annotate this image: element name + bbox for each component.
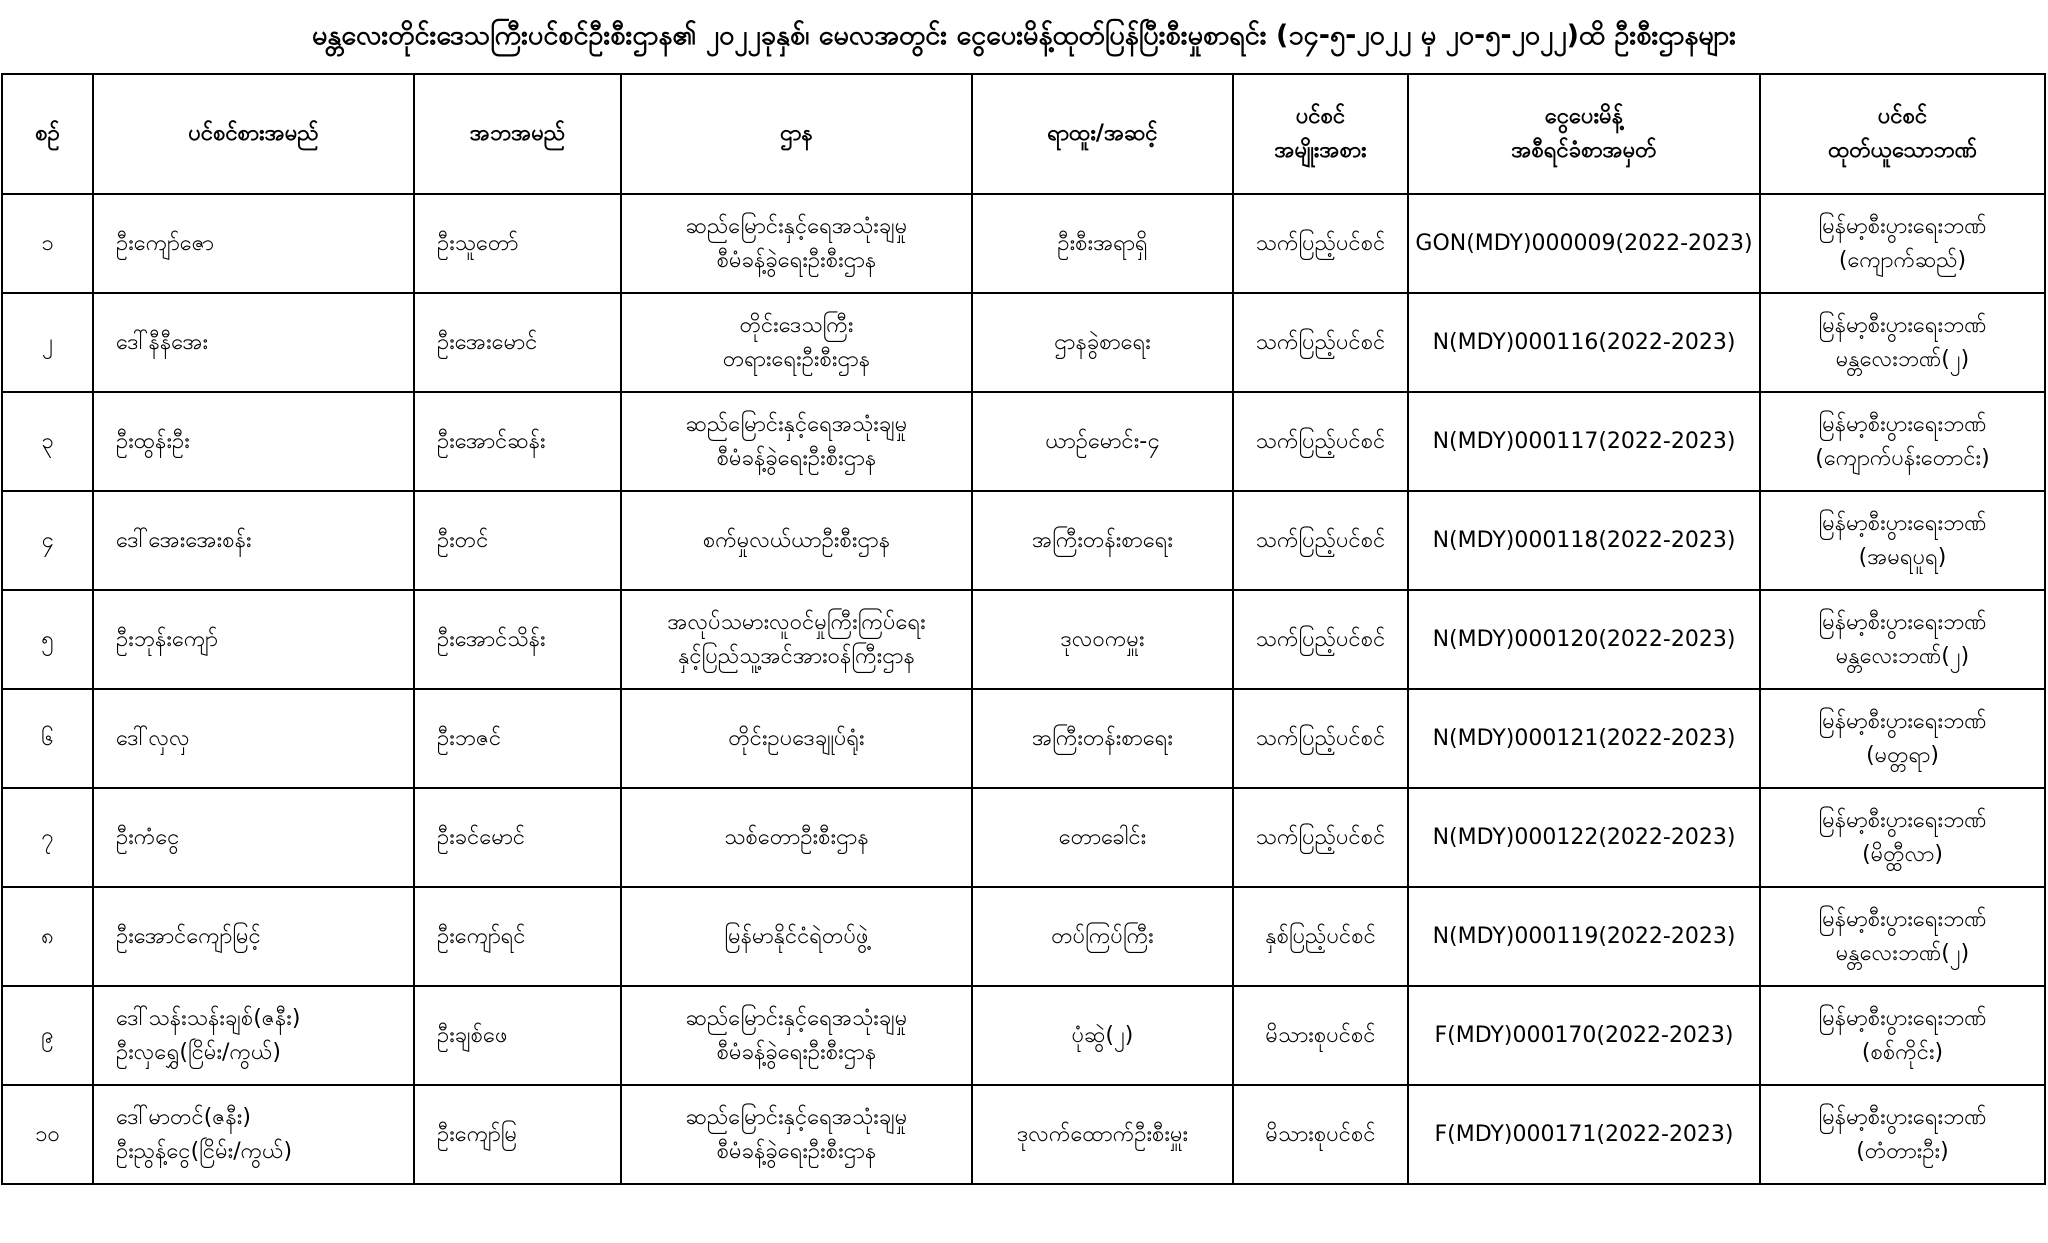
- header-bank: [1760, 74, 2045, 194]
- bank-line2: (စစ်ကိုင်း): [1861, 1039, 1944, 1065]
- pension-table: [1, 73, 2046, 1185]
- cell-payment-order: N(MDY)000120(2022-2023): [1408, 590, 1760, 689]
- cell-pension-type: သက်ပြည့်ပင်စင်: [1233, 689, 1408, 788]
- department-line2: စီမံခန့်ခွဲရေးဦးစီးဌာန: [716, 1039, 877, 1065]
- cell-payment-order: N(MDY)000119(2022-2023): [1408, 887, 1760, 986]
- cell-pension-type: သက်ပြည့်ပင်စင်: [1233, 194, 1408, 293]
- bank-line1: မြန်မာ့စီးပွားရေးဘဏ်: [1818, 1005, 1987, 1031]
- department-line2: တရားရေးဦးစီးဌာန: [722, 346, 871, 372]
- header-pensioner-name: ပင်စင်စားအမည်: [93, 74, 414, 194]
- pensioner-name-line1: ဦးကံငွေ: [116, 824, 180, 850]
- header-father-name: အဘအမည်: [414, 74, 621, 194]
- bank-line1: မြန်မာ့စီးပွားရေးဘဏ်: [1818, 411, 1987, 437]
- pensioner-name-line2: ဦးညွန့်ငွေ(ငြိမ်း/ကွယ်): [116, 1138, 293, 1164]
- cell-payment-order: F(MDY)000170(2022-2023): [1408, 986, 1760, 1085]
- cell-father-name: ဦးဘဇင်: [414, 689, 621, 788]
- bank-line1: မြန်မာ့စီးပွားရေးဘဏ်: [1818, 807, 1987, 833]
- bank-line2: မန္တလေးဘဏ်(၂): [1835, 643, 1970, 669]
- pensioner-name-line1: ဒေါ်မာတင်(ဇနီး): [116, 1104, 251, 1130]
- bank-line2: (မတ္တရာ): [1866, 742, 1939, 768]
- pensioner-name-line1: ဒေါ်နီနီအေး: [116, 329, 209, 355]
- cell-pension-type: သက်ပြည့်ပင်စင်: [1233, 392, 1408, 491]
- cell-rank: အကြီးတန်းစာရေး: [972, 491, 1233, 590]
- header-payment-order-line2: အစီရင်ခံစာအမှတ်: [1511, 138, 1657, 163]
- header-pension-type-line1: ပင်စင်: [1295, 104, 1346, 129]
- cell-payment-order: F(MDY)000171(2022-2023): [1408, 1085, 1760, 1184]
- bank-line1: မြန်မာ့စီးပွားရေးဘဏ်: [1818, 213, 1987, 239]
- cell-department: [621, 1085, 972, 1184]
- cell-pensioner-name: [93, 689, 414, 788]
- bank-line2: (မိတ္ထီလာ): [1862, 841, 1943, 867]
- department-line2: နှင့်ပြည်သူ့အင်အားဝန်ကြီးဌာန: [678, 643, 915, 669]
- cell-bank: [1760, 1085, 2045, 1184]
- cell-rank: ဌာနခွဲစာရေး: [972, 293, 1233, 392]
- header-bank-line1: ပင်စင်: [1877, 104, 1928, 129]
- cell-father-name: ဦးချစ်ဖေ: [414, 986, 621, 1085]
- cell-pension-type: နှစ်ပြည့်ပင်စင်: [1233, 887, 1408, 986]
- pensioner-name-line1: ဒေါ်သန်းသန်းချစ်(ဇနီး): [116, 1005, 301, 1031]
- bank-line1: မြန်မာ့စီးပွားရေးဘဏ်: [1818, 312, 1987, 338]
- cell-rank: ဒုလက်ထောက်ဦးစီးမှူး: [972, 1085, 1233, 1184]
- cell-department: [621, 887, 972, 986]
- table-row: [2, 788, 2045, 887]
- cell-department: [621, 689, 972, 788]
- bank-line1: မြန်မာ့စီးပွားရေးဘဏ်: [1818, 609, 1987, 635]
- cell-father-name: ဦးအောင်ဆန်း: [414, 392, 621, 491]
- cell-department: [621, 788, 972, 887]
- bank-line2: (ကျောက်ပန်းတောင်း): [1815, 445, 1990, 471]
- cell-rank: အကြီးတန်းစာရေး: [972, 689, 1233, 788]
- cell-pension-type: မိသားစုပင်စင်: [1233, 986, 1408, 1085]
- cell-no: ၅: [2, 590, 93, 689]
- cell-rank: ဦးစီးအရာရှိ: [972, 194, 1233, 293]
- department-line2: စီမံခန့်ခွဲရေးဦးစီးဌာန: [716, 1138, 877, 1164]
- cell-pensioner-name: [93, 986, 414, 1085]
- cell-no: ၂: [2, 293, 93, 392]
- table-row: [2, 986, 2045, 1085]
- bank-line2: (တံတားဦး): [1856, 1138, 1949, 1164]
- cell-father-name: ဦးအေးမောင်: [414, 293, 621, 392]
- cell-pension-type: သက်ပြည့်ပင်စင်: [1233, 491, 1408, 590]
- page-title: မန္တလေးတိုင်းဒေသကြီးပင်စင်ဦးစီးဌာန၏ ၂၀၂၂ခုနှစ်၊ မေလအတွင်း ငွေပေးမိန့်ထုတ်ပြန်ပြီးစီးမှုစာရင်း (၁၄-၅-၂၀၂၂ မှ ၂၀-၅-၂၀၂၂)ထိ ဦးစီးဌာနများ: [312, 20, 1736, 51]
- cell-bank: [1760, 392, 2045, 491]
- pensioner-name-line2: ဦးလှရွှေ(ငြိမ်း/ကွယ်): [116, 1039, 281, 1065]
- department-line1: စက်မှုလယ်ယာဦးစီးဌာန: [702, 527, 891, 553]
- cell-pension-type: သက်ပြည့်ပင်စင်: [1233, 293, 1408, 392]
- department-line1: ဆည်မြောင်းနှင့်ရေအသုံးချမှု: [685, 213, 908, 239]
- cell-rank: ဒုလဝကမှူး: [972, 590, 1233, 689]
- cell-rank: ပုံဆွဲ(၂): [972, 986, 1233, 1085]
- cell-department: [621, 986, 972, 1085]
- cell-department: [621, 491, 972, 590]
- cell-bank: [1760, 986, 2045, 1085]
- department-line1: ဆည်မြောင်းနှင့်ရေအသုံးချမှု: [685, 1005, 908, 1031]
- cell-pensioner-name: [93, 887, 414, 986]
- bank-line1: မြန်မာ့စီးပွားရေးဘဏ်: [1818, 906, 1987, 932]
- cell-bank: [1760, 491, 2045, 590]
- cell-pensioner-name: [93, 788, 414, 887]
- header-pension-type-line2: အမျိုးအစား: [1274, 138, 1367, 163]
- cell-department: [621, 293, 972, 392]
- department-line1: တိုင်းဒေသကြီး: [739, 312, 854, 338]
- cell-father-name: ဦးတင်: [414, 491, 621, 590]
- department-line1: တိုင်းဥပဒေချုပ်ရုံး: [728, 725, 865, 751]
- cell-pensioner-name: [93, 1085, 414, 1184]
- department-line2: စီမံခန့်ခွဲရေးဦးစီးဌာန: [716, 445, 877, 471]
- pensioner-name-line1: ဦးအောင်ကျော်မြင့်: [116, 923, 261, 949]
- bank-line2: (ကျောက်ဆည်): [1838, 247, 1967, 273]
- header-department: ဌာန: [621, 74, 972, 194]
- cell-bank: [1760, 689, 2045, 788]
- cell-payment-order: N(MDY)000122(2022-2023): [1408, 788, 1760, 887]
- header-payment-order-line1: ငွေပေးမိန့်: [1544, 104, 1624, 129]
- table-header-row: [2, 74, 2045, 194]
- cell-payment-order: N(MDY)000121(2022-2023): [1408, 689, 1760, 788]
- department-line2: စီမံခန့်ခွဲရေးဦးစီးဌာန: [716, 247, 877, 273]
- header-no: စဉ်: [2, 74, 93, 194]
- cell-father-name: ဦးကျော်ရင်: [414, 887, 621, 986]
- cell-pensioner-name: [93, 590, 414, 689]
- cell-payment-order: N(MDY)000118(2022-2023): [1408, 491, 1760, 590]
- cell-father-name: ဦးခင်မောင်: [414, 788, 621, 887]
- cell-bank: [1760, 887, 2045, 986]
- cell-no: ၁၀: [2, 1085, 93, 1184]
- cell-pensioner-name: [93, 491, 414, 590]
- bank-line1: မြန်မာ့စီးပွားရေးဘဏ်: [1818, 1104, 1987, 1130]
- cell-pension-type: သက်ပြည့်ပင်စင်: [1233, 788, 1408, 887]
- cell-pensioner-name: [93, 293, 414, 392]
- bank-line1: မြန်မာ့စီးပွားရေးဘဏ်: [1818, 708, 1987, 734]
- table-row: [2, 887, 2045, 986]
- bank-line2: (အမရပူရ): [1858, 544, 1947, 570]
- cell-no: ၄: [2, 491, 93, 590]
- table-row: [2, 491, 2045, 590]
- header-payment-order: [1408, 74, 1760, 194]
- pensioner-name-line1: ဦးထွန်းဦး: [116, 428, 190, 454]
- table-row: [2, 392, 2045, 491]
- cell-payment-order: GON(MDY)000009(2022-2023): [1408, 194, 1760, 293]
- cell-bank: [1760, 788, 2045, 887]
- bank-line2: မန္တလေးဘဏ်(၂): [1835, 940, 1970, 966]
- header-pension-type: [1233, 74, 1408, 194]
- cell-no: ၈: [2, 887, 93, 986]
- cell-father-name: ဦးအောင်သိန်း: [414, 590, 621, 689]
- cell-father-name: ဦးကျော်မြ: [414, 1085, 621, 1184]
- header-bank-line2: ထုတ်ယူသောဘဏ်: [1828, 138, 1977, 163]
- cell-bank: [1760, 194, 2045, 293]
- cell-no: ၃: [2, 392, 93, 491]
- cell-no: ၆: [2, 689, 93, 788]
- cell-rank: တောခေါင်း: [972, 788, 1233, 887]
- cell-payment-order: N(MDY)000117(2022-2023): [1408, 392, 1760, 491]
- bank-line1: မြန်မာ့စီးပွားရေးဘဏ်: [1818, 510, 1987, 536]
- cell-bank: [1760, 590, 2045, 689]
- cell-pension-type: မိသားစုပင်စင်: [1233, 1085, 1408, 1184]
- cell-pensioner-name: [93, 194, 414, 293]
- bank-line2: မန္တလေးဘဏ်(၂): [1835, 346, 1970, 372]
- cell-rank: ယာဉ်မောင်း-၄: [972, 392, 1233, 491]
- department-line1: ဆည်မြောင်းနှင့်ရေအသုံးချမှု: [685, 1104, 908, 1130]
- pensioner-name-line1: ဒေါ်အေးအေးစန်း: [116, 527, 252, 553]
- table-row: [2, 194, 2045, 293]
- cell-no: ၇: [2, 788, 93, 887]
- cell-department: [621, 590, 972, 689]
- table-row: [2, 689, 2045, 788]
- cell-bank: [1760, 293, 2045, 392]
- department-line1: အလုပ်သမားလူဝင်မှုကြီးကြပ်ရေး: [667, 609, 926, 635]
- cell-no: ၉: [2, 986, 93, 1085]
- cell-pension-type: သက်ပြည့်ပင်စင်: [1233, 590, 1408, 689]
- pensioner-name-line1: ဒေါ်လှလှ: [116, 725, 190, 751]
- cell-no: ၁: [2, 194, 93, 293]
- pensioner-name-line1: ဦးဘုန်းကျော်: [116, 626, 218, 652]
- pensioner-name-line1: ဦးကျော်ဇော: [116, 230, 214, 256]
- header-rank: ရာထူး/အဆင့်: [972, 74, 1233, 194]
- cell-rank: တပ်ကြပ်ကြီး: [972, 887, 1233, 986]
- table-row: [2, 293, 2045, 392]
- table-row: [2, 590, 2045, 689]
- cell-father-name: ဦးသူတော်: [414, 194, 621, 293]
- department-line1: သစ်တောဦးစီးဌာန: [724, 824, 869, 850]
- cell-department: [621, 194, 972, 293]
- cell-payment-order: N(MDY)000116(2022-2023): [1408, 293, 1760, 392]
- table-row: [2, 1085, 2045, 1184]
- department-line1: မြန်မာနိုင်ငံရဲတပ်ဖွဲ့: [724, 923, 869, 949]
- cell-department: [621, 392, 972, 491]
- cell-pensioner-name: [93, 392, 414, 491]
- department-line1: ဆည်မြောင်းနှင့်ရေအသုံးချမှု: [685, 411, 908, 437]
